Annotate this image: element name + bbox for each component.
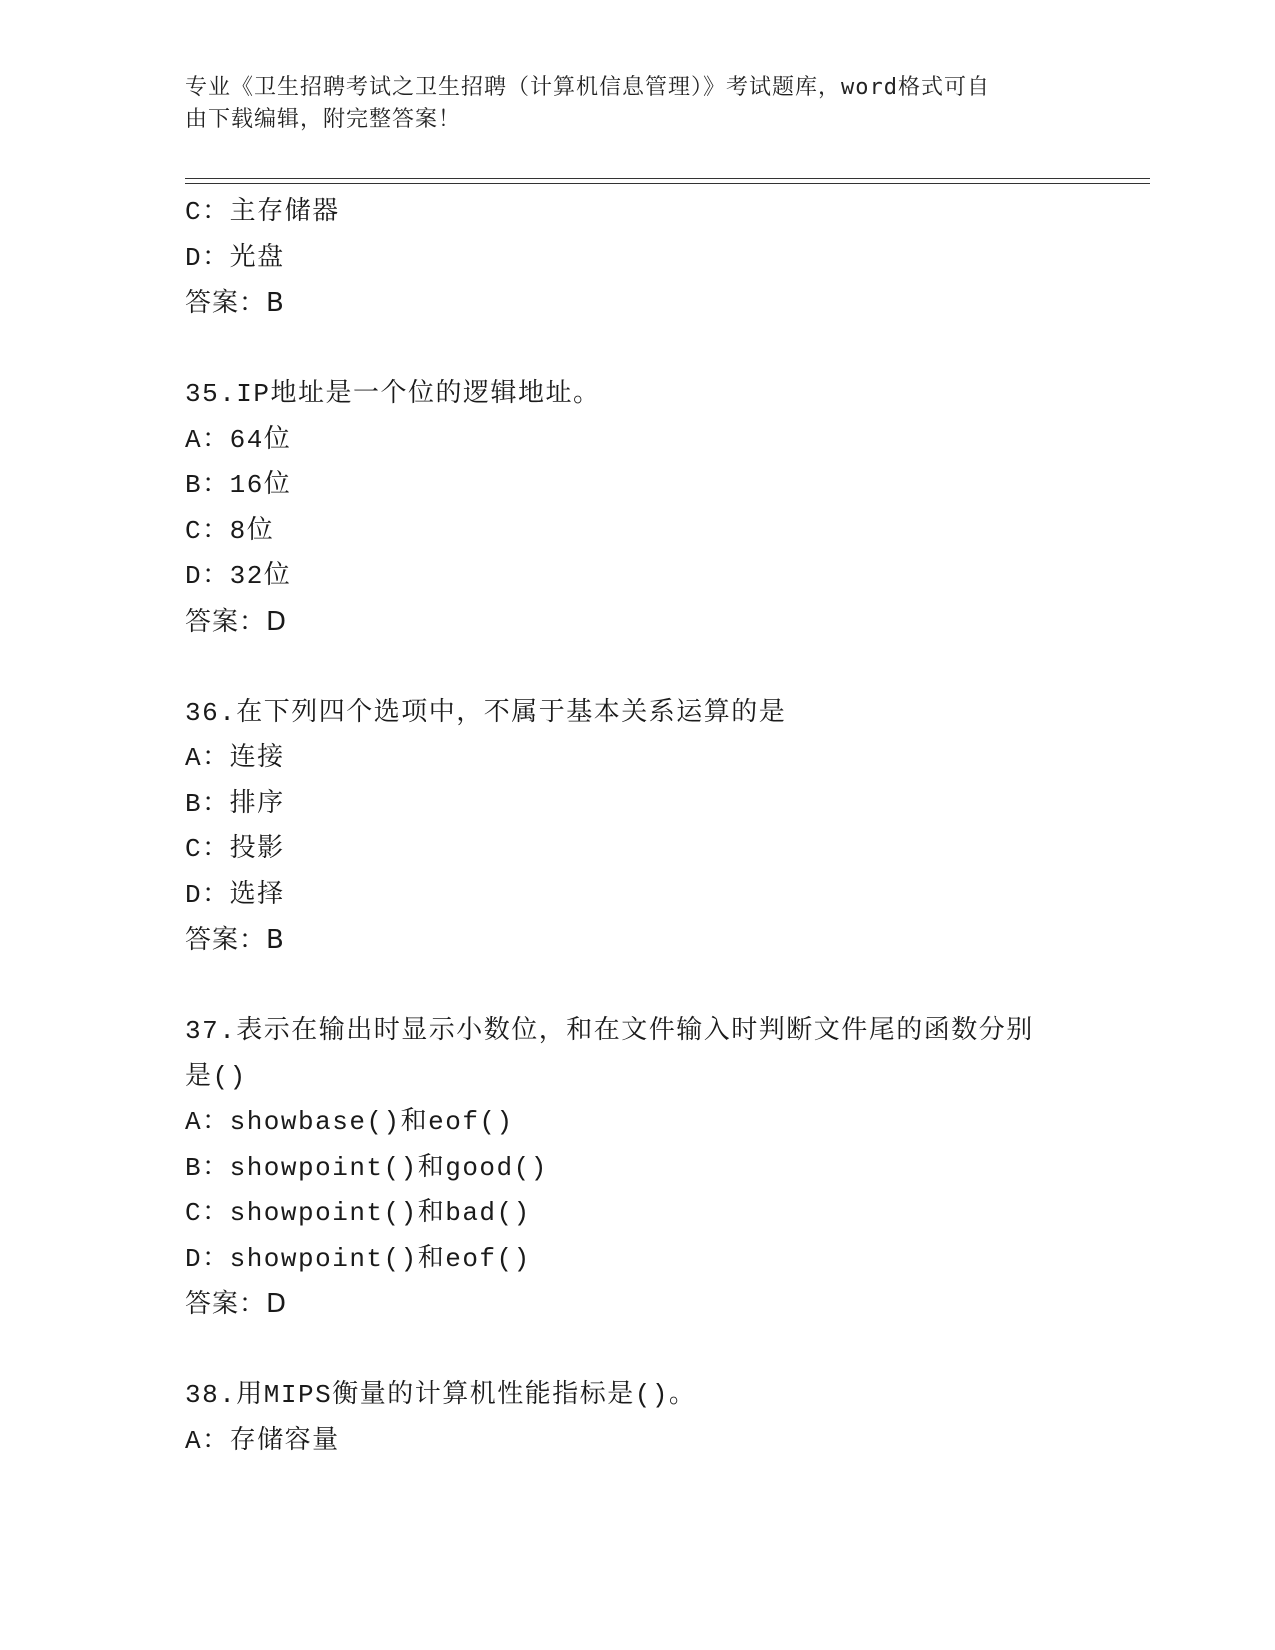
option-c: C：投影 [185,834,285,864]
option-c: C：showpoint()和bad() [185,1198,531,1228]
question-list [185,190,1085,1464]
spacer [185,645,1085,691]
answer: 答案：B [185,288,285,318]
question-36 [185,691,1085,964]
header-line-1: 专业《卫生招聘考试之卫生招聘（计算机信息管理）》考试题库，word格式可自 [185,75,990,100]
answer: 答案：D [185,1289,288,1319]
question-38 [185,1373,1085,1464]
option-b: B：排序 [185,788,285,819]
question-stem: 38.用MIPS衡量的计算机性能指标是()。 [185,1380,697,1410]
option-d: D：选择 [185,879,285,910]
answer: 答案：B [185,925,285,955]
question-stem: 36.在下列四个选项中，不属于基本关系运算的是 [185,697,787,728]
option-d: D：光盘 [185,242,285,273]
option-a: A：showbase()和eof() [185,1107,514,1137]
spacer [185,327,1085,373]
option-b: B：16位 [185,470,292,500]
spacer [185,964,1085,1010]
question-stem: 35.IP地址是一个位的逻辑地址。 [185,379,601,409]
header-line-2: 由下载编辑，附完整答案！ [185,107,462,132]
question-stem-line-2: 是() [185,1061,247,1092]
option-c: C：8位 [185,515,275,546]
question-34-continuation [185,190,1085,327]
option-d: D：showpoint()和eof() [185,1243,531,1274]
header-divider-bottom [185,183,1150,184]
option-d: D：32位 [185,561,292,591]
question-35 [185,372,1085,645]
option-b: B：showpoint()和good() [185,1152,548,1183]
option-a: A：64位 [185,424,292,455]
option-a: A：存储容量 [185,1425,340,1456]
document-header [185,72,1065,136]
question-37 [185,1009,1085,1328]
answer: 答案：D [185,606,288,637]
header-divider-top [185,178,1150,179]
question-stem-line-1: 37.表示在输出时显示小数位，和在文件输入时判断文件尾的函数分别 [185,1016,1034,1046]
option-c: C：主存储器 [185,197,340,227]
option-a: A：连接 [185,743,285,773]
spacer [185,1328,1085,1374]
